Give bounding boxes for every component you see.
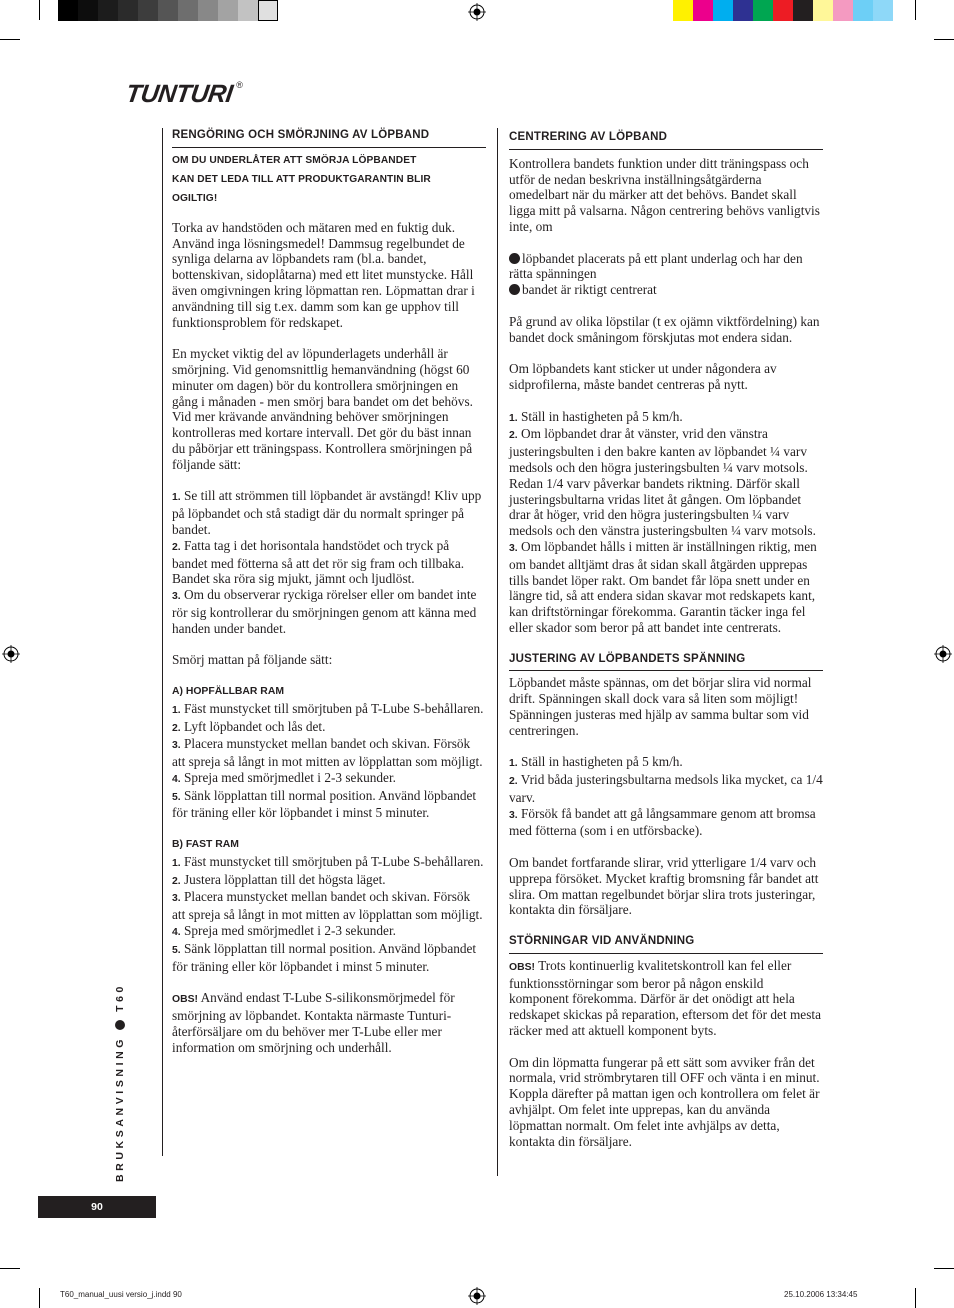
color-swatch <box>98 0 118 21</box>
left-column <box>172 128 486 1055</box>
side-label <box>114 983 126 1182</box>
step: 3. Om löpbandet hålls i mitten är inställningen riktig, men om bandet alltjämt dras åt sidan skall åtgärden upprepas tills bandet löper rakt. Om bandet får löpa snett under en längre tid, så att endera sidan skavar mot redskapets kant, kan driftstörningar förekomma. Garantin täcker inga fel eller skador som beror på att bandet inte centrerats. <box>509 538 817 635</box>
crop-mark <box>39 0 40 20</box>
warning-line: OGILTIG! <box>172 192 218 204</box>
step: 2. Om löpbandet drar åt vänster, vrid den vänstra justeringsbulten i den bakre kanten av löpbandet ¼ varv medsols och den högra justeringsbulten ¼ varv motsols. Redan 1/4 varv påverkar bandets riktning. Därför skall justeringsbultarna vridas litet åt gången. Om löpbandet drar åt höger, vrid den högra justeringsbulten ¼ varv medsols och den vänstra justeringsbulten ¼ varv motsols. <box>509 426 816 539</box>
paragraph: Smörj mattan på följande sätt: <box>172 652 333 668</box>
crop-mark <box>39 1288 40 1308</box>
step-list <box>509 409 823 636</box>
registration-mark-icon <box>2 645 20 663</box>
color-bar <box>673 0 893 21</box>
color-swatch <box>773 0 793 21</box>
subheading: A) HOPFÄLLBAR RAM <box>172 685 284 697</box>
crop-mark <box>934 1268 954 1269</box>
color-swatch <box>713 0 733 21</box>
separator-dot-icon <box>115 1020 125 1030</box>
column-rule <box>497 128 498 1176</box>
color-swatch <box>793 0 813 21</box>
section-heading: STÖRNINGAR VID ANVÄNDNING <box>509 934 823 954</box>
paragraph: Om bandet fortfarande slirar, vrid ytterligare 1/4 varv och upprepa försöket. Mycket kraftig bromsning får bandet att slira. Om mattan regelbundet börjar slira trots justeringar, kontakta din försäljare. <box>509 855 819 918</box>
step: 5. Sänk löpplattan till normal position. Använd löpbandet för träning eller kör löpbandet i minst 5 minuter. <box>172 787 477 821</box>
paragraph: En mycket viktig del av löpunderlagets underhåll är smörjning. Vid genomsnittlig hemanvändning (högst 60 minuter om dagen) bör du kontrollera smörjningen en gång i månaden - men smörj bara bandet om det behövs. Vid mer krävande användning behöver smörjningen kontrolleras med kortare intervall. Det gör du bäst innan du påbörjar ett träningspass. Kontrollera smörjningen på följande sätt: <box>172 346 473 472</box>
step: 1. Fäst munstycket till smörjtuben på T-Lube S-behållaren. <box>172 700 484 716</box>
registration-mark-icon <box>468 3 486 21</box>
manual-label: BRUKSANVISNING <box>114 1035 126 1182</box>
step: 2. Lyft löpbandet och lås det. <box>172 718 326 734</box>
step: 1. Fäst munstycket till smörjtuben på T-Lube S-behållaren. <box>172 853 484 869</box>
section-heading: JUSTERING AV LÖPBANDETS SPÄNNING <box>509 652 823 672</box>
step: 2. Fatta tag i det horisontala handstödet och tryck på bandet med fötterna så att det rör sig fram och tillbaka. Bandet ska röra sig mjukt, jämnt och ljudlöst. <box>172 537 465 587</box>
color-swatch <box>198 0 218 21</box>
registration-mark-icon <box>468 1287 486 1305</box>
color-swatch <box>138 0 158 21</box>
color-swatch <box>238 0 258 21</box>
warning-line: OM DU UNDERLÅTER ATT SMÖRJA LÖPBANDET <box>172 154 417 166</box>
step-list <box>509 754 823 839</box>
color-swatch <box>58 0 78 21</box>
step-list <box>172 488 486 636</box>
crop-mark <box>0 39 20 40</box>
crop-mark <box>934 39 954 40</box>
section-heading: RENGÖRING OCH SMÖRJNING AV LÖPBAND <box>172 128 486 148</box>
step: 1. Se till att strömmen till löpbandet är avstängd! Kliv upp på löpbandet och stå stadigt där du normalt springer på bandet. <box>172 488 482 537</box>
logo-text: TUNTURI <box>124 80 235 108</box>
paragraph: Kontrollera bandets funktion under ditt träningspass och utför de nedan beskrivna inställningsåtgärderna omedelbart när du märker att det behövs. Bandet skall ligga mitt på valsarna. Någon centrering behövs vanligtvis inte, om <box>509 155 820 234</box>
logo-registered-mark: ® <box>236 80 243 90</box>
tunturi-logo <box>126 80 286 108</box>
color-swatch <box>693 0 713 21</box>
paragraph: Om din löpmatta fungerar på ett sätt som avviker från det normala, vrid strömbrytaren till OFF och vänta i en minut. Koppla därefter på mattan igen och kontrollera om felet är avhjälpt. Om felet inte upprepas, kan du använda löpmattan normalt. Om felet inte avhjälps av detta, kontakta din försäljare. <box>509 1054 820 1149</box>
step: 3. Placera munstycket mellan bandet och skivan. Försök att spreja så långt in mot mitten av löpplattan som möjligt. <box>172 736 483 770</box>
warning-text <box>172 151 486 208</box>
paragraph: Torka av handstöden och mätaren med en fuktig duk. Använd inga lösningsmedel! Dammsug regelbundet de synliga delarna av löpbandets ram (bl.a. bandet, bottenskivan, sidoplåtarna) med ett litet munstycke. Håll även omgivningen kring löpmattan ren. Löpmattan drar i användning till sig t.ex. damm som kan ge upphov till funktionsproblem för redskapet. <box>172 219 475 330</box>
registration-mark-icon <box>934 645 952 663</box>
color-swatch <box>118 0 138 21</box>
crop-mark <box>915 1288 916 1308</box>
crop-mark <box>915 0 916 20</box>
color-swatch <box>833 0 853 21</box>
section-heading: CENTRERING AV LÖPBAND <box>509 130 823 150</box>
color-swatch <box>873 0 893 21</box>
subheading: B) FAST RAM <box>172 839 239 851</box>
paragraph: På grund av olika löpstilar (t ex ojämn viktfördelning) kan bandet dock småningom förskjutas mot endera sidan. <box>509 313 820 345</box>
step: 1. Ställ in hastigheten på 5 km/h. <box>509 408 683 424</box>
obs-note: OBS! Trots kontinuerlig kvalitetskontroll kan fel eller funktionsstörningar som beror på någon enskild komponent förekomma. Därför är det onödigt att hela redskapet skickas på reparation, eftersom det för det mesta räcker med att aktuell komponent byts. <box>509 957 821 1039</box>
color-swatch <box>753 0 773 21</box>
grayscale-bar <box>58 0 278 21</box>
step: 3. Om du observerar ryckiga rörelser eller om bandet inte rör sig kontrollerar du smörjningen genom att känna med handen under bandet. <box>172 587 477 636</box>
step-list <box>172 854 486 975</box>
color-swatch <box>78 0 98 21</box>
step: 3. Placera munstycket mellan bandet och skivan. Försök att spreja så långt in mot mitten av löpplattan som möjligt. <box>172 889 483 923</box>
color-swatch <box>673 0 693 21</box>
obs-note: OBS! Använd endast T-Lube S-silikonsmörjmedel för smörjning av löpbandet. Kontakta närmaste Tunturi-återförsäljare om du behöver mer T-Lube eller mer information om smörjning och underhåll. <box>172 990 455 1055</box>
color-swatch <box>813 0 833 21</box>
bullet-icon <box>509 284 520 295</box>
bullet-icon <box>509 253 520 264</box>
step: 2. Justera löpplattan till det högsta läget. <box>172 871 386 887</box>
step: 1. Ställ in hastigheten på 5 km/h. <box>509 754 683 770</box>
paragraph: Om löpbandets kant sticker ut under någondera av sidprofilerna, måste bandet centreras på nytt. <box>509 361 777 392</box>
bullet-item: löpbandet placerats på ett plant underlag och har den rätta spänningen <box>509 250 803 282</box>
color-swatch <box>733 0 753 21</box>
bullet-item: bandet är riktigt centrerat <box>509 282 823 298</box>
paragraph: Löpbandet måste spännas, om det börjar slira vid normal drift. Spänningen skall dock vara så liten som möjligt! Spänningen justeras med hjälp av samma bultar som vid centreringen. <box>509 675 812 738</box>
step: 3. Försök få bandet att gå långsammare genom att bromsa med fötterna (som i en utförsbacke). <box>509 805 816 839</box>
step-list <box>172 701 486 822</box>
footer-file: T60_manual_uusi versio_j.indd 90 <box>60 1290 182 1299</box>
step: 5. Sänk löpplattan till normal position. Använd löpbandet för träning eller kör löpbandet i minst 5 minuter. <box>172 940 477 974</box>
warning-line: KAN DET LEDA TILL ATT PRODUKTGARANTIN BLIR <box>172 173 431 185</box>
crop-mark <box>0 1268 20 1269</box>
step: 4. Spreja med smörjmedlet i 2-3 sekunder. <box>172 923 396 939</box>
color-swatch <box>218 0 238 21</box>
step: 4. Spreja med smörjmedlet i 2-3 sekunder. <box>172 769 396 785</box>
page-number: 90 <box>38 1196 156 1218</box>
color-swatch <box>178 0 198 21</box>
right-column <box>509 128 823 1149</box>
color-swatch <box>853 0 873 21</box>
model-label: T60 <box>114 983 126 1012</box>
footer-date: 25.10.2006 13:34:45 <box>784 1290 858 1299</box>
step: 2. Vrid båda justeringsbultarna medsols lika mycket, ca 1/4 varv. <box>509 772 823 805</box>
color-swatch <box>158 0 178 21</box>
column-rule <box>162 128 163 1156</box>
color-swatch <box>258 0 278 21</box>
